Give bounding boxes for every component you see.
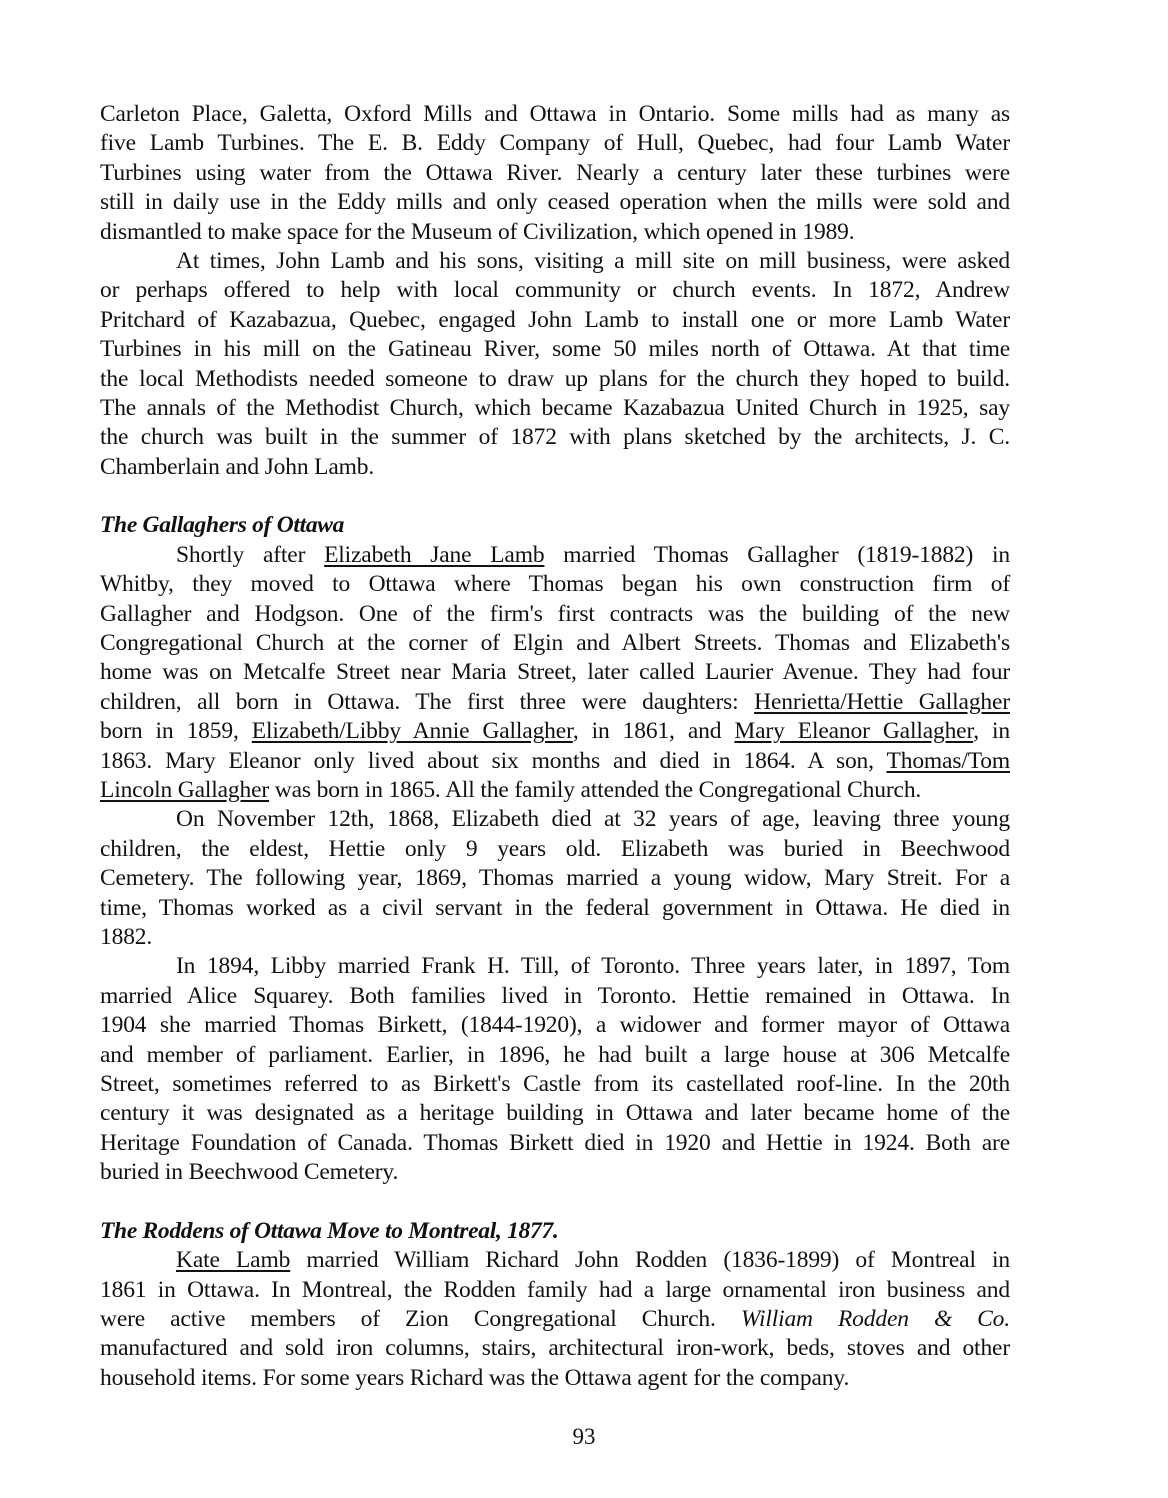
text-run: , in 1861, and — [572, 718, 735, 745]
person-link-hettie-gallagher[interactable]: Henrietta/Hettie Gallagher — [754, 688, 1010, 715]
text-run: Shortly after — [176, 541, 325, 568]
text-line: Pritchard of Kazabazua, Quebec, engaged John Lamb to install one or more Lamb Water — [100, 306, 1010, 333]
text-line: home was on Metcalfe Street near Maria Street, later called Laurier Avenue. They had four — [100, 659, 1010, 686]
text-line — [100, 1246, 1010, 1275]
paragraph-rodden-family — [100, 1246, 1010, 1393]
text-run: married Thomas Gallagher (1819-1882) in — [544, 541, 1010, 568]
paragraph-later-marriages — [100, 952, 1010, 1187]
text-line: 1861 in Ottawa. In Montreal, the Rodden family had a large ornamental iron business and — [100, 1276, 1010, 1303]
text-line: Heritage Foundation of Canada. Thomas Birkett died in 1920 and Hettie in 1924. Both are — [100, 1129, 1010, 1156]
text-line: Turbines using water from the Ottawa River. Nearly a century later these turbines were — [100, 159, 1010, 186]
text-line — [100, 688, 1010, 717]
section-gap — [100, 482, 1010, 511]
section-gap — [100, 1187, 1010, 1216]
text-line: married Alice Squarey. Both families lived in Toronto. Hettie remained in Ottawa. In — [100, 982, 1010, 1009]
text-line — [100, 747, 1010, 776]
text-line: or perhaps offered to help with local community or church events. In 1872, Andrew — [100, 277, 1010, 304]
paragraph-gallagher-family — [100, 541, 1010, 806]
text-line: Carleton Place, Galetta, Oxford Mills and Ottawa in Ontario. Some mills had as many as — [100, 101, 1010, 127]
text-run: married William Richard John Rodden (1836-1899) of Montreal in — [290, 1247, 1011, 1274]
section-heading-roddens: The Roddens of Ottawa Move to Montreal, 1877. — [100, 1217, 559, 1244]
paragraph-elizabeth-death — [100, 805, 1010, 952]
paragraph-kazabazua-church — [100, 247, 1010, 482]
text-line: the church was built in the summer of 1872 with plans sketched by the architects, J. C. — [100, 424, 1010, 451]
text-line: The annals of the Methodist Church, which became Kazabazua United Church in 1925, say — [100, 394, 1010, 421]
text-line: household items. For some years Richard was the Ottawa agent for the company. — [100, 1364, 850, 1391]
document-page — [100, 100, 1010, 1393]
company-name: William Rodden & Co. — [740, 1306, 1011, 1333]
text-line: Chamberlain and John Lamb. — [100, 453, 375, 480]
person-link-tom-gallagher[interactable]: Thomas/Tom — [886, 747, 1010, 774]
text-line: century it was designated as a heritage building in Ottawa and later became home of the — [100, 1100, 1010, 1127]
person-link-kate-lamb[interactable]: Kate Lamb — [176, 1247, 291, 1274]
text-line: 1904 she married Thomas Birkett, (1844-1920), a widower and former mayor of Ottawa — [100, 1012, 1010, 1039]
text-line: In 1894, Libby married Frank H. Till, of Toronto. Three years later, in 1897, Tom — [176, 953, 1010, 980]
text-line — [100, 1305, 1010, 1334]
text-line: 1882. — [100, 923, 153, 950]
text-line: dismantled to make space for the Museum of Civilization, which opened in 1989. — [100, 218, 855, 245]
text-line: Turbines in his mill on the Gatineau River, some 50 miles north of Ottawa. At that time — [100, 336, 1010, 363]
text-run: was born in 1865. All the family attended the Congregational Church. — [269, 776, 922, 803]
text-run: born in 1859, — [100, 718, 252, 745]
text-run: children, all born in Ottawa. The first three were daughters: — [100, 688, 755, 715]
text-line: Gallagher and Hodgson. One of the firm's first contracts was the building of the new — [100, 600, 1010, 627]
text-line: On November 12th, 1868, Elizabeth died at 32 years of age, leaving three young — [176, 806, 1010, 833]
text-line: children, the eldest, Hettie only 9 years old. Elizabeth was buried in Beechwood — [100, 835, 1010, 862]
text-line: still in daily use in the Eddy mills and only ceased operation when the mills were sold and — [100, 189, 1010, 216]
person-link-libby-gallagher[interactable]: Elizabeth/Libby Annie Gallagher — [251, 718, 573, 745]
text-line: the local Methodists needed someone to draw up plans for the church they hoped to build. — [100, 365, 1010, 392]
text-run: were active members of Zion Congregational Church. — [100, 1306, 741, 1333]
text-line — [100, 717, 1010, 746]
text-run: , in — [973, 718, 1010, 745]
text-line: At times, John Lamb and his sons, visiting a mill site on mill business, were asked — [176, 247, 1010, 274]
section-heading-gallaghers: The Gallaghers of Ottawa — [100, 512, 345, 539]
paragraph-mills — [100, 100, 1010, 247]
text-line — [100, 541, 1010, 570]
text-line: Congregational Church at the corner of Elgin and Albert Streets. Thomas and Elizabeth's — [100, 630, 1010, 657]
text-run: 1863. Mary Eleanor only lived about six months and died in 1864. A son, — [100, 747, 887, 774]
text-line: Cemetery. The following year, 1869, Thomas married a young widow, Mary Streit. For a — [100, 865, 1010, 892]
text-line: Street, sometimes referred to as Birkett's Castle from its castellated roof-line. In the 20th — [100, 1070, 1010, 1097]
text-line: five Lamb Turbines. The E. B. Eddy Company of Hull, Quebec, had four Lamb Water — [100, 130, 1010, 157]
text-line: manufactured and sold iron columns, stairs, architectural iron-work, beds, stoves and other — [100, 1335, 1010, 1362]
text-line: buried in Beechwood Cemetery. — [100, 1159, 399, 1186]
page-number: 93 — [572, 1424, 596, 1449]
person-link-mary-eleanor-gallagher[interactable]: Mary Eleanor Gallagher — [734, 718, 974, 745]
text-line — [100, 776, 1010, 805]
text-line: time, Thomas worked as a civil servant in the federal government in Ottawa. He died in — [100, 894, 1010, 921]
person-link-tom-gallagher-cont[interactable]: Lincoln Gallagher — [100, 776, 270, 803]
person-link-elizabeth-jane-lamb[interactable]: Elizabeth Jane Lamb — [324, 541, 545, 568]
text-line: Whitby, they moved to Ottawa where Thomas began his own construction firm of — [100, 571, 1010, 598]
text-line: and member of parliament. Earlier, in 1896, he had built a large house at 306 Metcalfe — [100, 1041, 1010, 1068]
